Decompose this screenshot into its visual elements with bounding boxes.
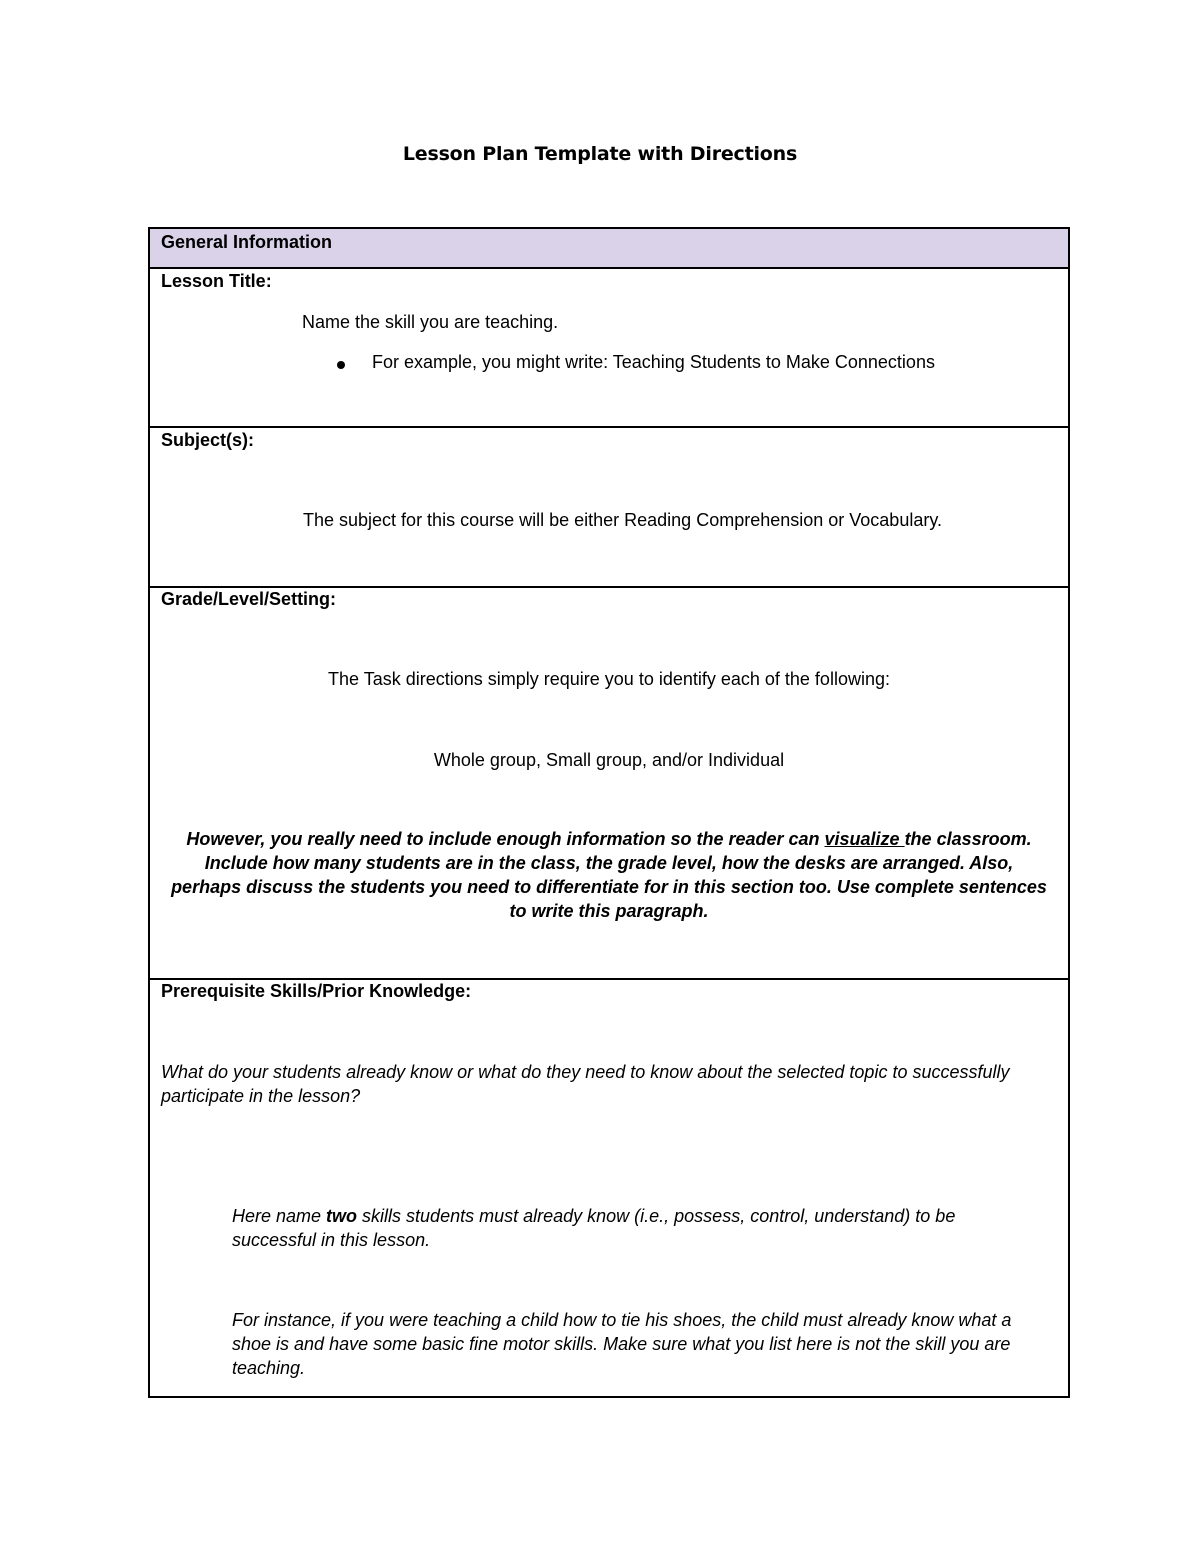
lesson-title-instruction: Name the skill you are teaching.: [302, 312, 559, 332]
lesson-title-row: [150, 269, 1068, 428]
grade-directions-text: The Task directions simply require you to identify each of the following:: [328, 669, 890, 689]
name-two-skills-direction: Here name two skills students must already know (i.e., possess, control, understand) to be successful in this lesson.: [232, 1206, 956, 1250]
subjects-label: Subject(s):: [161, 430, 255, 450]
general-information-header-row: [150, 229, 1068, 269]
bullet-icon: [337, 361, 345, 369]
general-information-heading: General Information: [161, 232, 333, 252]
grade-level-setting-row: [150, 588, 1068, 980]
document-title: Lesson Plan Template with Directions: [402, 143, 798, 165]
prerequisite-question: What do your students already know or what do they need to know about the selected topic to successfully participate in the lesson?: [161, 1062, 1010, 1106]
subjects-text: The subject for this course will be either Reading Comprehension or Vocabulary.: [303, 510, 942, 530]
prerequisite-skills-label: Prerequisite Skills/Prior Knowledge:: [161, 981, 472, 1001]
lesson-title-label: Lesson Title:: [161, 271, 272, 291]
subjects-row: [150, 428, 1068, 588]
lesson-title-example: For example, you might write: Teaching Students to Make Connections: [372, 352, 935, 372]
prerequisite-skills-row: [150, 980, 1068, 1396]
classroom-description-guidance: However, you really need to include enough information so the reader can visualize the classroom. Include how many students are in the class, the grade level, how the desks are arranged. Also, perhaps discuss the students you need to differentiate for in this section too. Use complete sentences to write this paragraph.: [171, 829, 1047, 921]
shoe-tying-example: For instance, if you were teaching a child how to tie his shoes, the child must already know what a shoe is and have some basic fine motor skills. Make sure what you list here is not the skill you are teaching.: [232, 1310, 1012, 1378]
grouping-options-text: Whole group, Small group, and/or Individual: [433, 750, 785, 770]
grade-level-setting-label: Grade/Level/Setting:: [161, 589, 337, 609]
lesson-plan-table: [148, 227, 1070, 1398]
